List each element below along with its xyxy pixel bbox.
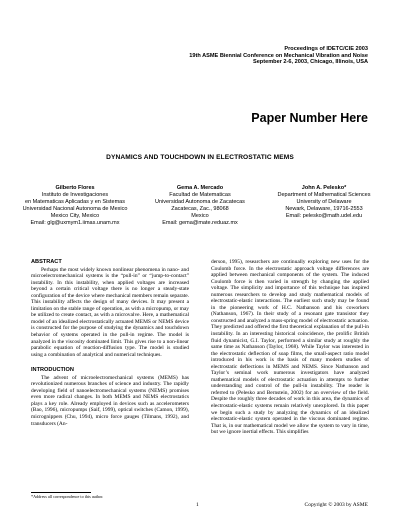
author-affiliation-line: Facultad de Matematicas: [169, 192, 231, 198]
author-affiliation-line: Newark, Delaware, 19716-2553: [285, 206, 363, 212]
author-affiliation-line: University of Delaware: [296, 199, 352, 205]
body-paragraph: derson, 1995), researchers are continually exploring new uses for the Coulomb force. In the electrostatic approach voltage differences are applied between mechanical components of the system. The induced Coulomb force is then varied in strength by changing the applied voltage. The simplicity and importance of this technique has inspired numerous researchers to develop and study mathematical models of electrostatic-elastic interactions. The earliest such study may be found in the pioneering work of H.C. Nathanson and his coworkers (Nathanson, 1967). In their study of a resonant gate transistor they constructed and analyzed a mass-spring model of electrostatic actuation. They predicted and offered the first theoretical explanation of the pull-in instability. In an interesting historical coincidence, the prolific British fluid dynamicist, G.I. Taylor, performed a similar study at roughly the same time as Nathanson (Taylor, 1968). While Taylor was interested in the electrostatic deflection of soap films, the small-aspect ratio model introduced in his work is the basis of many modern studies of electrostatic deflections in MEMS and NEMS. Since Nathanson and Taylor’s seminal work numerous investigators have analyzed mathematical models of electrostatic actuation in attempts to further understanding and control of the pull-in instability. The reader is referred to (Pelesko and Bernstein, 2002) for an overview of the field. Despite the roughly three decades of work in this area, the dynamics of electrostatic-elastic systems remain relatively unexplored. In this paper we begin such a study by analyzing the dynamics of an idealized electrostatic-elastic system operated in the viscous dominated regime. That is, in our mathematical model we allow the system to vary in time, but we ignore inertial effects. This simplifies: [211, 259, 369, 436]
author-affiliation-line: Universidad Autonoma de Zacatecas: [155, 199, 245, 205]
author-email: Email: gema@mate.reduaz.mx: [162, 220, 238, 226]
author-name: John A. Pelesko*: [301, 185, 347, 191]
author-affiliation-line: en Matematicas Aplicadas y en Sistemas: [25, 199, 125, 205]
author-affiliation-line: Mexico: [191, 213, 209, 219]
footnote-divider: [31, 492, 91, 493]
proceedings-title: Proceedings of IDETC/CIE 2003: [284, 46, 368, 52]
author-name: Gema A. Mercado: [176, 185, 224, 191]
page-number: 1: [196, 502, 199, 508]
author-affiliation-line: Mexico City, Mexico: [50, 213, 100, 219]
copyright-notice: Copyright © 2003 by ASME: [304, 502, 368, 508]
introduction-text: The advent of microelectromechanical systems (MEMS) has revolutionized numerous branches of science and industry. The rapidly developing field of nanoelectromechanical systems (NEMS) promises even more radical changes. In both MEMS and NEMS electrostatics plays a key role. Already employed in devices such as accelerometers (Bao, 1996), micropumps (Saif, 1999), optical switches (Camon, 1999), micrognippers (Chu, 1994), micro force gauges (Tilmans, 1992), and transducers (An-: [31, 374, 189, 427]
author-block-1: [0, 185, 150, 227]
author-affiliation-line: Universidad Nacional Autonoma de Mexico: [22, 206, 128, 212]
footnote: *Address all correspondence to this author.: [31, 494, 104, 499]
conference-name: 19th ASME Biennial Conference on Mechanical Vibration and Noise: [189, 52, 368, 59]
proceedings-header: [189, 46, 368, 66]
author-name: Gilberto Flores: [55, 185, 95, 191]
introduction-heading: INTRODUCTION: [31, 367, 74, 374]
author-affiliation-line: Department of Mathematical Sciences: [277, 192, 371, 198]
author-affiliation-line: Zacatecas, Zac., 98068: [171, 206, 229, 212]
right-column: [211, 259, 369, 436]
author-block-3: [248, 185, 400, 220]
abstract-heading: ABSTRACT: [31, 259, 62, 265]
conference-date-location: September 2-6, 2003, Chicago, Illinois, USA: [252, 59, 368, 66]
abstract-text: Perhaps the most widely known nonlinear phenomena in nano- and microelectromechanical systems is the “pull-in” or “jump-to-contact” instability. In this instability, when applied voltages are increased beyond a certain critical voltage there is no longer a steady-state configuration of the device where mechanical members remain separate. This instability affects the design of many devices. It may present a limitation on the stable range of operation, as with a micropump, or may be utilized to create contact, as with a microvalve. Here, a mathematical model of an idealized electrostatically actuated MEMS or NEMS device is constructed for the purpose of studying the dynamics and touchdown behavior of systems operated in the pull-in regime. The model is analyzed in the viscosity dominated limit. This gives rise to a non-linear parabolic equation of reaction-diffusion type. The model is studied using a combination of analytical and numerical techniques.: [31, 266, 189, 358]
author-email: Email: glg@uxmym1.iimas.unam.mx: [30, 220, 120, 226]
left-column: [31, 259, 189, 427]
paper-number: Paper Number Here: [251, 111, 368, 125]
author-affiliation-line: Instituto de Investigaciones: [41, 192, 109, 198]
author-email: Email: pelesko@math.udel.edu: [285, 213, 363, 219]
paper-title: DYNAMICS AND TOUCHDOWN IN ELECTROSTATIC MEMS: [106, 154, 294, 161]
